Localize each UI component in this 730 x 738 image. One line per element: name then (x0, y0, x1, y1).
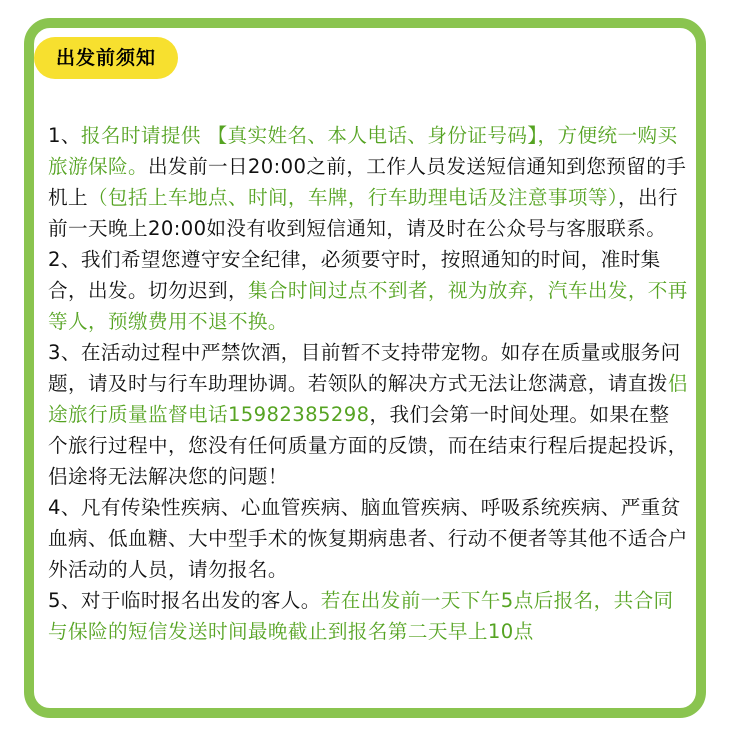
note-item-3 (48, 337, 688, 492)
notice-title: 出发前须知 (56, 47, 157, 69)
note-3-seg-2: ，我们会第一时间处理。如果在整个旅行过程中，您没有任何质量方面的反馈，而在结束行程后提起投诉，侣途将无法解决您的问题！ (48, 403, 688, 488)
note-item-1 (48, 120, 688, 244)
note-2-seg-1: 集合时间过点不到者，视为放弃，汽车出发，不再等人，预缴费用不退不换。 (48, 279, 688, 333)
note-1-seg-3: （包括上车地点、时间，车牌，行车助理电话及注意事项等） (88, 186, 619, 209)
notice-title-badge (34, 37, 178, 79)
note-item-5 (48, 585, 688, 647)
note-3-seg-0: 3、在活动过程中严禁饮酒，目前暂不支持带宠物。如存在质量或服务问题，请及时与行车助理协调。若领队的解决方式无法让您满意，请直拨 (48, 341, 681, 395)
note-1-seg-0: 1、 (48, 124, 81, 147)
note-5-seg-1: 若在出发前一天下午5点后报名，共合同与保险的短信发送时间最晚截止到报名第二天早上10点 (48, 589, 674, 643)
note-5-seg-0: 5、对于临时报名出发的客人。 (48, 589, 321, 612)
notice-content (48, 120, 688, 647)
note-4-seg-0: 4、凡有传染性疾病、心血管疾病、脑血管疾病、呼吸系统疾病、严重贫血病、低血糖、大中型手术的恢复期病患者、行动不便者等其他不适合户外活动的人员，请勿报名。 (48, 496, 688, 581)
note-item-4 (48, 492, 688, 585)
note-1-seg-2: 出发前一日20:00之前，工作人员发送短信通知到您预留的手机上 (48, 155, 687, 209)
note-item-2 (48, 244, 688, 337)
note-2-seg-0: 2、我们希望您遵守安全纪律，必须要守时，按照通知的时间，准时集合，出发。切勿迟到， (48, 248, 661, 302)
note-1-seg-1: 报名时请提供 【真实姓名、本人电话、身份证号码】，方便统一购买旅游保险。 (48, 124, 678, 178)
note-3-seg-1: 侣途旅行质量监督电话15982385298 (48, 372, 688, 426)
note-1-seg-4: ，出行前一天晚上20:00如没有收到短信通知，请及时在公众号与客服联系。 (48, 186, 679, 240)
